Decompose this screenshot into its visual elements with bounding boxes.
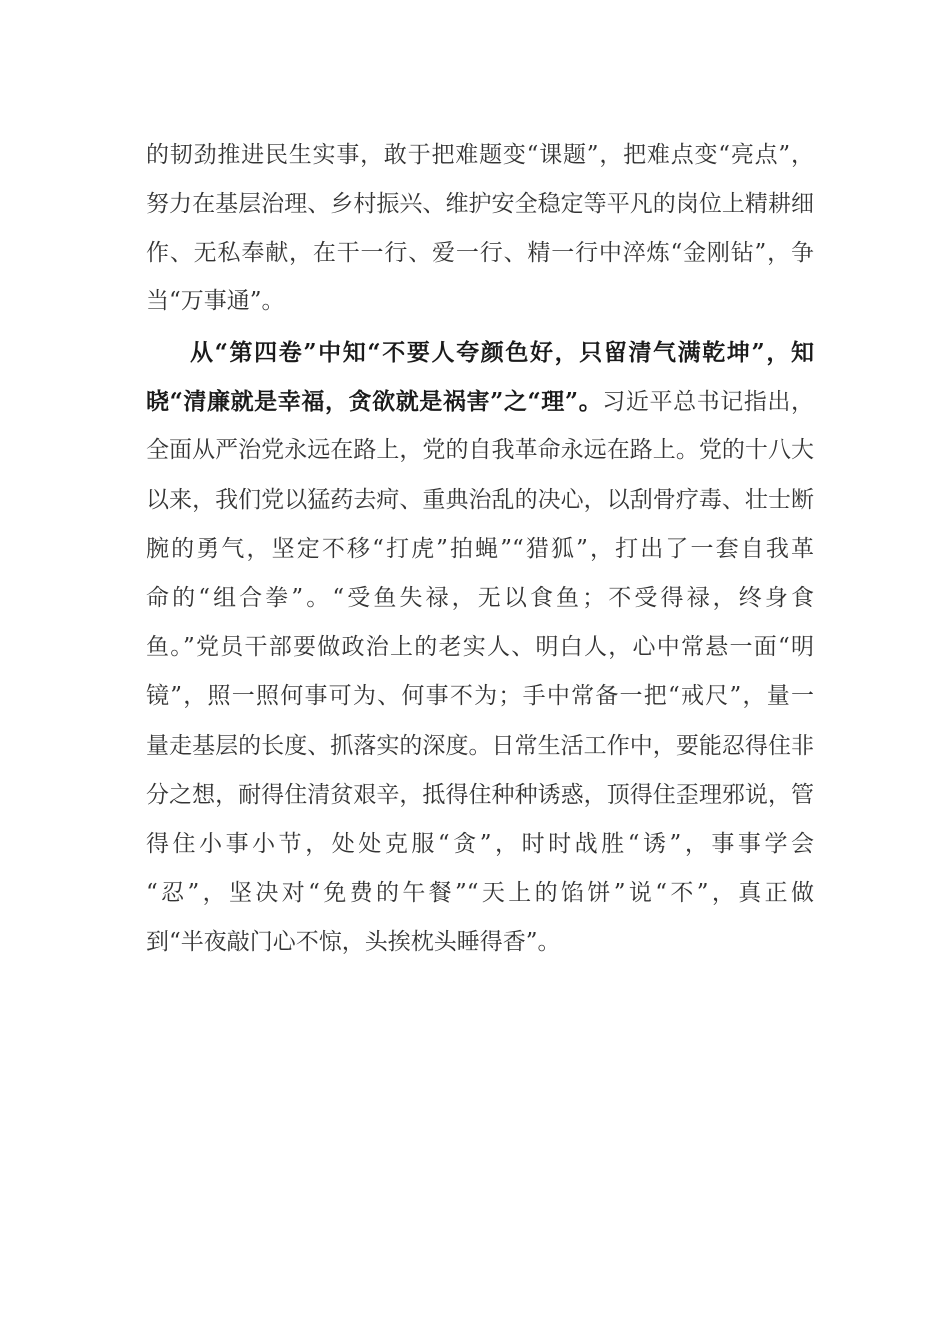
paragraph-line: 全面从严治党永远在路上，党的自我革命永远在路上。党的十八大 bbox=[146, 437, 814, 463]
paragraph-line: 鱼。”党员干部要做政治上的老实人、明白人，心中常悬一面“明 bbox=[146, 634, 814, 660]
paragraph-line: 作、无私奉献，在干一行、爱一行、精一行中淬炼“金刚钻”，争 bbox=[146, 240, 814, 266]
paragraph-line: “忍”，坚决对“免费的午餐”“天上的馅饼”说“不”，真正做 bbox=[146, 880, 814, 906]
paragraph-line: 镜”，照一照何事可为、何事不为；手中常备一把“戒尺”，量一 bbox=[146, 683, 814, 709]
paragraph-mixed-line bbox=[146, 385, 814, 419]
paragraph-line: 得住小事小节，处处克服“贪”，时时战胜“诱”，事事学会 bbox=[146, 831, 814, 857]
paragraph-line: 量走基层的长度、抓落实的深度。日常生活工作中，要能忍得住非 bbox=[146, 733, 814, 759]
paragraph-line: 努力在基层治理、乡村振兴、维护安全稳定等平凡的岗位上精耕细 bbox=[146, 191, 814, 217]
paragraph-body-text: 习近平总书记指出， bbox=[602, 389, 815, 415]
paragraph-line: 到“半夜敲门心不惊，头挨枕头睡得香”。 bbox=[146, 929, 561, 955]
paragraph-line: 命的“组合拳”。“受鱼失禄，无以食鱼；不受得禄，终身食 bbox=[146, 585, 814, 611]
paragraph-line: 以来，我们党以猛药去疴、重典治乱的决心，以刮骨疗毒、壮士断 bbox=[146, 487, 814, 513]
paragraph-line: 腕的勇气，坚定不移“打虎”拍蝇”“猎狐”，打出了一套自我革 bbox=[146, 536, 814, 562]
paragraph-heading-text: 晓“清廉就是幸福，贪欲就是祸害”之“理”。 bbox=[146, 388, 603, 415]
paragraph-line: 的韧劲推进民生实事，敢于把难题变“课题”，把难点变“亮点”， bbox=[146, 142, 814, 168]
paragraph-line: 分之想，耐得住清贫艰辛，抵得住种种诱惑，顶得住歪理邪说，管 bbox=[146, 782, 814, 808]
paragraph-line: 当“万事通”。 bbox=[146, 288, 285, 314]
paragraph-heading-line: 从“第四卷”中知“不要人夸颜色好，只留清气满乾坤”，知 bbox=[190, 339, 814, 366]
